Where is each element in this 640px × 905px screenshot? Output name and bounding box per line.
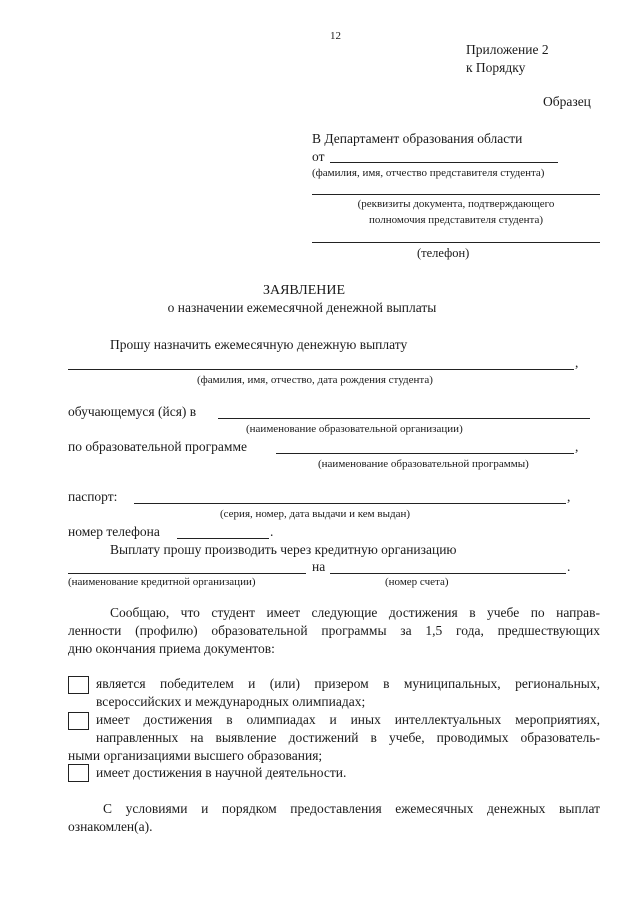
addressee-to: В Департамент образования области [312, 131, 523, 146]
option-olympiad-line-1: имеет достижения в олимпиадах и иных интеллектуальных мероприятиях, [96, 712, 600, 727]
account-hint: (номер счета) [385, 576, 449, 588]
documents-hint-1: (реквизиты документа, подтверждающего [357, 198, 555, 210]
option-olympiad-checkbox[interactable] [68, 712, 89, 730]
option-olympiad-line-2: направленных на выявление достижений в учебе, проводимых образователь- [96, 730, 600, 745]
sample-label: Образец [543, 94, 591, 109]
program-label: по образовательной программе [68, 439, 247, 454]
option-science-text: имеет достижения в научной деятельности. [96, 765, 347, 780]
from-field-line[interactable] [330, 162, 558, 163]
credit-org-hint: (наименование кредитной организации) [68, 576, 256, 588]
option-science-checkbox[interactable] [68, 764, 89, 782]
addressee-from-prefix: от [312, 149, 325, 164]
option-winner-line-1: является победителем и (или) призером в муниципальных, региональных, [96, 676, 600, 691]
program-hint: (наименование образовательной программы) [318, 458, 529, 470]
appendix-line-1: Приложение 2 [466, 42, 549, 57]
achievements-intro-line-1: Сообщаю, что студент имеет следующие достижения в учебе по направ- [110, 605, 600, 620]
request-text: Прошу назначить ежемесячную денежную выплату [110, 337, 408, 352]
phone-number-label: номер телефона [68, 524, 160, 539]
passport-hint: (серия, номер, дата выдачи и кем выдан) [220, 508, 411, 520]
organization-hint: (наименование образовательной организации) [246, 423, 463, 435]
program-field-comma: , [575, 439, 579, 454]
option-winner-line-2: всероссийских и международных олимпиадах; [96, 694, 366, 709]
passport-field-line[interactable] [134, 503, 566, 504]
organization-field-line[interactable] [218, 418, 590, 419]
page-number: 12 [330, 30, 341, 42]
program-field-line[interactable] [276, 453, 574, 454]
studying-label: обучающемуся (йся) в [68, 404, 197, 419]
option-winner-checkbox[interactable] [68, 676, 89, 694]
phone-hint: (телефон) [417, 246, 470, 260]
payment-text: Выплату прошу производить через кредитную организацию [110, 542, 457, 557]
account-field-line[interactable] [330, 573, 566, 574]
documents-hint-2: полномочия представителя студента) [368, 214, 543, 226]
document-subtitle: о назначении ежемесячной денежной выплаты [167, 300, 437, 315]
account-field-dot: . [567, 559, 571, 574]
conditions-line-1: С условиями и порядком предоставления ежемесячных денежных выплат [103, 801, 600, 816]
student-hint: (фамилия, имя, отчество, дата рождения студента) [197, 374, 433, 386]
phone-field-line-top[interactable] [312, 242, 600, 243]
passport-label: паспорт: [68, 489, 118, 504]
student-field-line[interactable] [68, 369, 574, 370]
conditions-line-2: ознакомлен(а). [68, 819, 153, 834]
appendix-line-2: к Порядку [466, 60, 526, 75]
option-olympiad-line-3: ными организациями высшего образования; [68, 748, 323, 763]
on-label: на [312, 559, 326, 574]
achievements-intro-line-3: дню окончания приема документов: [68, 641, 275, 656]
phone-number-dot: . [270, 524, 274, 539]
phone-number-field-line[interactable] [177, 538, 269, 539]
achievements-intro-line-2: ленности (профилю) образовательной программы за 1,5 года, предшествующих [68, 623, 600, 638]
student-field-comma: , [575, 355, 579, 370]
credit-org-field-line[interactable] [68, 573, 306, 574]
documents-field-line[interactable] [312, 194, 600, 195]
passport-field-comma: , [567, 489, 571, 504]
document-title: ЗАЯВЛЕНИЕ [262, 283, 346, 298]
from-hint: (фамилия, имя, отчество представителя студента) [312, 167, 545, 179]
